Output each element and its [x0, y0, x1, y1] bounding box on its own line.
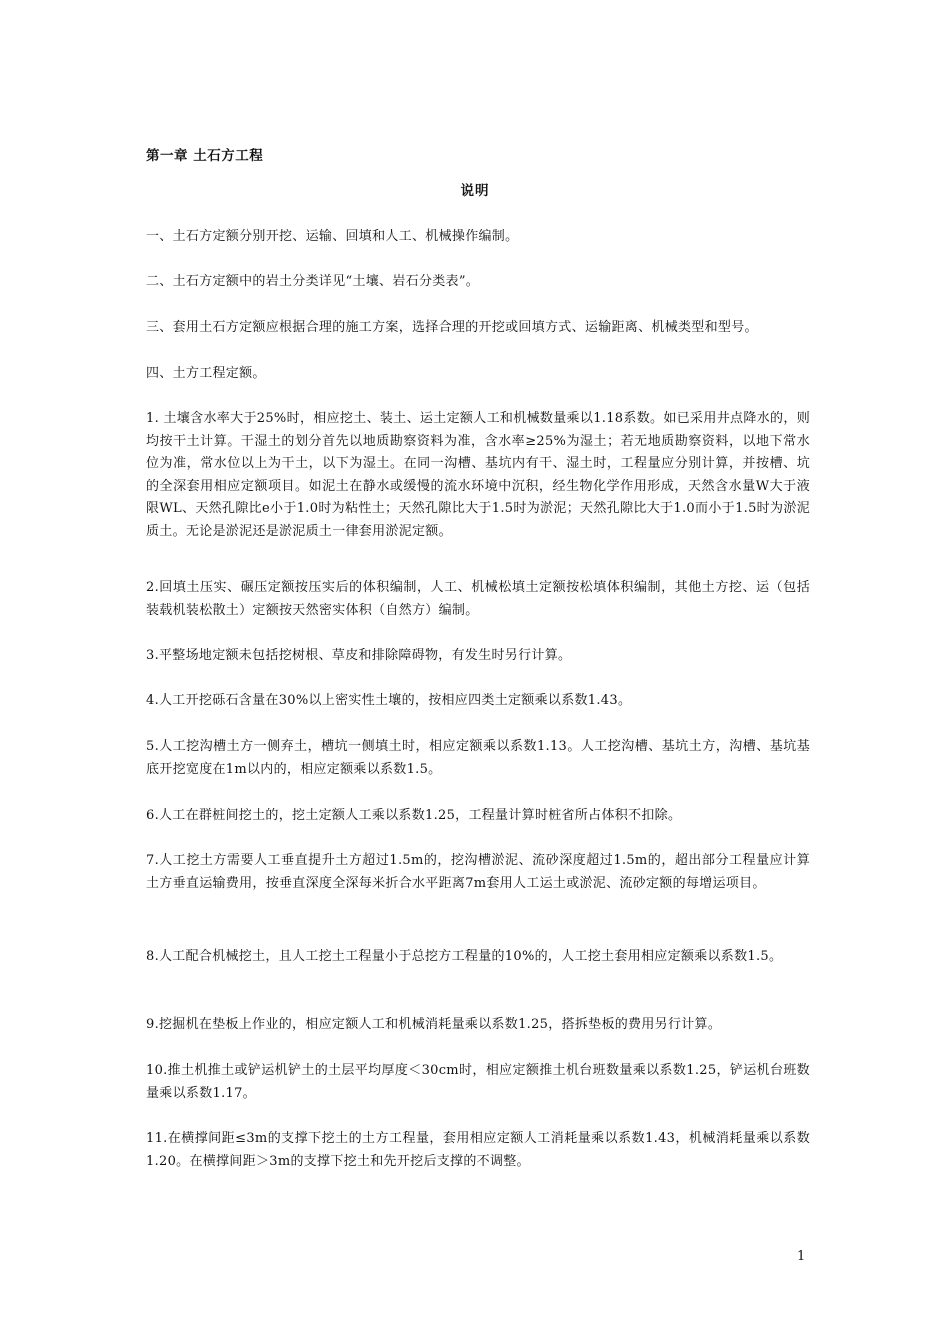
paragraph-8: 4.人工开挖砾石含量在30%以上密实性土壤的，按相应四类土定额乘以系数1.43。	[146, 693, 632, 708]
paragraph-4: 四、土方工程定额。	[146, 366, 266, 381]
paragraph-2: 二、土石方定额中的岩土分类详见“土壤、岩石分类表”。	[146, 274, 480, 289]
page-number: 1	[797, 1249, 806, 1264]
paragraph-14: 10.推土机推土或铲运机铲土的土层平均厚度＜30cm时，相应定额推土机台班数量乘以系数1.25，铲运机台班数量乘以系数1.17。	[146, 1063, 810, 1101]
section-title: 说明	[460, 183, 490, 199]
paragraph-1: 一、土石方定额分别开挖、运输、回填和人工、机械操作编制。	[146, 229, 519, 244]
paragraph-6: 2.回填土压实、碾压定额按压实后的体积编制，人工、机械松填土定额按松填体积编制，其他土方挖、运（包括装载机装松散土）定额按天然密实体积（自然方）编制。	[146, 580, 810, 618]
paragraph-5: 1. 土壤含水率大于25%时，相应挖土、装土、运土定额人工和机械数量乘以1.18系数。如已采用井点降水的，则均按干土计算。干湿土的划分首先以地质勘察资料为准，含水率≥25%为湿土；若无地质勘察资料，以地下常水位为准，常水位以上为干土，以下为湿土。在同一沟槽、基坑内有干、湿土时，工程量应分别计算，并按槽、坑的全深套用相应定额项目。如泥土在静水或缓慢的流水环境中沉积，经生物化学作用形成，天然含水量W大于液限WL、天然孔隙比e小于1.0时为粘性土；天然孔隙比大于1.5时为淤泥；天然孔隙比大于1.0而小于1.5时为淤泥质土。无论是淤泥还是淤泥质土一律套用淤泥定额。	[146, 411, 810, 539]
paragraph-3: 三、套用土石方定额应根据合理的施工方案，选择合理的开挖或回填方式、运输距离、机械类型和型号。	[146, 320, 758, 335]
paragraph-12: 8.人工配合机械挖土，且人工挖土工程量小于总挖方工程量的10%的，人工挖土套用相应定额乘以系数1.5。	[146, 949, 783, 964]
paragraph-15: 11.在横撑间距≤3m的支撑下挖土的土方工程量，套用相应定额人工消耗量乘以系数1.43，机械消耗量乘以系数1.20。在横撑间距＞3m的支撑下挖土和先开挖后支撑的不调整。	[146, 1131, 810, 1169]
paragraph-7: 3.平整场地定额未包括挖树根、草皮和排除障碍物，有发生时另行计算。	[146, 648, 572, 663]
paragraph-11: 7.人工挖土方需要人工垂直提升土方超过1.5m的，挖沟槽淤泥、流砂深度超过1.5m的，超出部分工程量应计算土方垂直运输费用，按垂直深度全深每米折合水平距离7m套用人工运土或淤泥、流砂定额的每增运项目。	[146, 853, 810, 891]
chapter-title: 第一章 土石方工程	[146, 148, 264, 164]
paragraph-9: 5.人工挖沟槽土方一侧弃土，槽坑一侧填土时，相应定额乘以系数1.13。人工挖沟槽、基坑土方，沟槽、基坑基底开挖宽度在1m以内的，相应定额乘以系数1.5。	[146, 739, 810, 777]
paragraph-13: 9.挖掘机在垫板上作业的，相应定额人工和机械消耗量乘以系数1.25，搭拆垫板的费用另行计算。	[146, 1017, 722, 1032]
paragraph-10: 6.人工在群桩间挖土的，挖土定额人工乘以系数1.25，工程量计算时桩省所占体积不扣除。	[146, 808, 682, 823]
